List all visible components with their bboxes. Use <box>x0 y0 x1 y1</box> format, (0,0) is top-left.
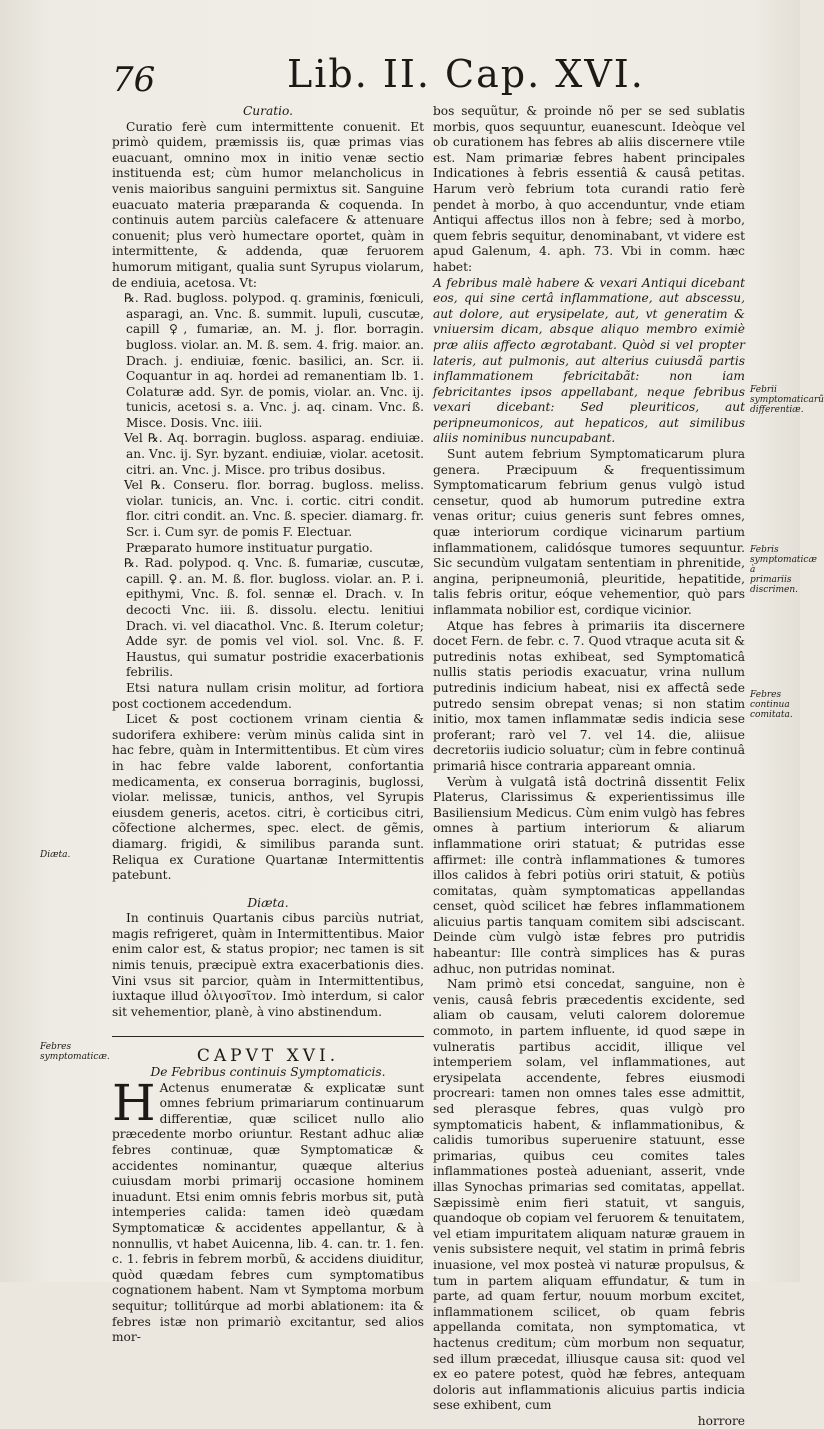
left-column <box>112 104 424 1346</box>
paragraph: In continuis Quartanis cibus parciùs nutriat, magis refrigeret, quàm in Intermittentibus. Maior enim calor est, & status propior; nec tamen is sit nimis tenuis, præcipuè extra exacerbationis dies. Vini vsus sit parcior, quàm in Intermittentibus, iuxtaque illud ὀλιγοσῖτον. Imò interdum, si calor sit vehementior, planè, à vino abstinendum. <box>112 911 424 1019</box>
margin-note: Febrii symptomaticarũ differentiæ. <box>750 385 824 415</box>
drop-capital: H <box>112 1073 156 1132</box>
paragraph-text: Actenus enumeratæ & explicatæ sunt omnes febrium primariarum continuarum differentiæ, quæ scilicet nullo alio præcedente morbo oriuntur. Restant adhuc aliæ febres continuæ, quæ Symptomaticæ & accidentes nominantur, quæque alterius cuiusdam morbi primarij occasione hominem inuadunt. Etsi enim omnis febris morbus sit, putà intemperies calida: tamen ideò quædam Symptomaticæ & accidentes appellantur, & à nonnullis, vt habet Auicenna, lib. 4. can. tr. 1. fen. c. 1. febris in febrem morbũ, & accidens diuiditur, quòd quædam febres cum symptomatibus cognationem habent. Nam vt Symptoma morbum sequitur; tollitúrque ad morbi ablationem: ita & febres istæ non primariò excitantur, sed alios mor- <box>112 1080 424 1345</box>
chapter-title: CAPVT XVI. <box>196 1046 340 1067</box>
paragraph: Sunt autem febrium Symptomaticarum plura genera. Præcipuum & frequentissimum Symptomaticarum febrium genus vulgò istud censetur, quod ab humorum putredine extra venas oritur; cuius generis sunt febres omnes, quæ interiorum cordique vicinarum partium inflammationem, calidósque tumores sequuntur. Sic secundùm vulgatam sententiam in phrenitide, angina, peripneumoniâ, pleuritide, hepatitide, talis febris oritur, eóque vehementior, quò pars inflammata nobilior est, cordique vicinior. <box>433 447 745 617</box>
paragraph: bos sequũtur, & proinde nõ per se sed sublatis morbis, quos sequuntur, euanescunt. Ideòque vel ob curationem has febres ab aliis discernere vtile est. Nam primariæ febres habent principales Indicationes à febris essentiâ & causâ petitas. Harum verò febrium tota curandi ratio ferè pendet à morbo, à quo accenduntur, vnde etiam Antiqui affectus illos non à febre; sed à morbo, quem febris sequitur, denominabant, vt videre est apud Galenum, 4. aph. 73. Vbi in comm. hæc habet: <box>433 104 745 274</box>
page-number: 76 <box>112 60 156 100</box>
recipe-paragraph: ℞. Rad. polypod. q. Vnc. ß. fumariæ, cuscutæ, capill. ♀. an. M. ß. flor. bugloss. violar. an. P. i. epithymi, Vnc. ß. fol. sennæ el. Drach. v. In decocti Vnc. iii. ß. dissolu. electu. lenitiui Drach. vi. vel diacathol. Vnc. ß. Iterum coletur; Adde syr. de pomis vel viol. sol. Vnc. ß. F. Haustus, qui sumatur postridie exacerbationis febrilis. <box>124 556 424 680</box>
paragraph: Curatio ferè cum intermittente conuenit. Et primò quidem, præmissis iis, quæ primas vias euacuant, omnino mox in initio venæ sectio instituenda est; cùm humor melancholicus in venis maioribus sanguini permixtus sit. Sanguine euacuato materia præparanda & coquenda. In continuis autem parciùs calefacere & attenuare conuenit; plus verò humectare oportet, quàm in intermittente, & addenda, quæ feruorem humorum mitigant, qualia sunt Syrupus violarum, de endiuia, acetosa. Vt: <box>112 119 424 290</box>
paragraph: Nam primò etsi concedat, sanguine, non è venis, causâ febris præcedentis excidente, sed aliam ob causam, veluti calorem doloremue commoto, in partem influente, id quod sæpe in vulneratis partibus accidit, illique vel intemperiem solam, vel inflammationes, aut erysipelata accendente, febres eiusmodi procreari: tamen non omnes tales esse admittit, sed plerasque febres, quas vulgò pro symptomaticis habent, & inflammationibus, & calidis tumoribus superuenire statuunt, esse primarias, quibus ceu comites tales inflammationes posteà adueniant, asserit, vnde illas Synochas primarias sed comitatas, appellat. Sæpissimè enim fieri statuit, vt sanguis, quandoque ob copiam vel feruorem & tenuitatem, vel etiam impuritatem aliquam naturæ grauem in venis subsistere nequit, vel statim in primâ febris inuasione, vel mox posteà vi naturæ propulsus, & tum in partem aliquam effundatur, & tum in parte, ad quam fertur, nouum morbum excitet, inflammationem scilicet, ob quam febris appellanda comitata, non symptomatica, vt hactenus creditum; cùm morbum non sequatur, sed illum præcedat, illiusque causa sit: quod vel ex eo patere potest, quòd hæ febres, antequam doloris aut inflammationis alicuius partis indicia sese exhibent, cum <box>433 977 745 1413</box>
catchword: horrore <box>697 1413 745 1428</box>
recipe-paragraph: ℞. Rad. bugloss. polypod. q. graminis, fœniculi, asparagi, an. Vnc. ß. summit. lupuli, cuscutæ, capill ♀, fumariæ, an. M. j. flor. borragin. bugloss. violar. an. M. ß. sem. 4. frig. maior. an. Drach. j. endiuiæ, fœnic. basilici, an. Scr. ii. Coquantur in aq. hordei ad remanentiam lb. 1. Colaturæ add. Syr. de pomis, violar. an. Vnc. ij. tunicis, acetosi s. a. Vnc. j. aq. cinam. Vnc. ß. Misce. Dosis. Vnc. iiii. <box>124 291 424 430</box>
margin-note: Diæta. <box>40 850 71 860</box>
recipe-paragraph: Vel ℞. Conseru. flor. borrag. bugloss. meliss. violar. tunicis, an. Vnc. i. cortic. citri condit. flor. citri condit. an. Vnc. ß. specier. diamarg. fr. Scr. i. Cum syr. de pomis F. Electuar. <box>124 478 424 540</box>
section-heading-diaeta: Diæta. <box>247 895 289 910</box>
paragraph: Etsi natura nullam crisin molitur, ad fortiora post coctionem accedendum. <box>112 680 424 711</box>
margin-note: Febres continua comitata. <box>750 690 793 720</box>
margin-note: Febris symptomaticæ à primariis discrimen. <box>750 545 817 595</box>
margin-note: Febres symptomaticæ. <box>40 1042 110 1062</box>
running-title: Lib. II. Cap. XVI. <box>287 52 645 96</box>
paragraph: Præparato humore instituatur purgatio. <box>126 540 373 555</box>
paragraph: Atque has febres à primariis ita discernere docet Fern. de febr. c. 7. Quod vtraque acuta sit & putredinis notas exhibeat, sed Symptomaticâ nullis statis periodis exacuatur, vrina nullum putredinis indicium habeat, nisi ex affectâ sede putredo sensim obrepat venas; si non statim initio, mox tamen inflammatæ sedis indicia sese proferant; rarò vel 7. vel 14. die, aliisue decretoriis iudicio soluatur; cùm in febre continuâ primariâ hisce contraria appareant omnia. <box>433 618 745 773</box>
section-heading-curatio: Curatio. <box>242 104 294 118</box>
right-column <box>433 104 745 1429</box>
paragraph: Verùm à vulgatâ istâ doctrinâ dissentit Felix Platerus, Clarissimus & experientissimus ille Basiliensium Medicus. Cùm enim vulgò has febres omnes à partium interiorum & aliarum inflammatione oriri statuat; & putridas esse affirmet: ille contrà inflammationes & tumores illos calidos à febri potiùs oriri statuit, & potiùs comitatas, quàm symptomaticas appellandas censet, quòd scilicet hæ febres inflammationem alicuius partis tanquam comitem sibi adsciscant. Deinde cùm vulgò istæ febres pro putridis habeantur: Ille contrà simplices has & puras adhuc, non putridas nominat. <box>433 774 745 976</box>
chapter-subtitle: De Febribus continuis Symptomaticis. <box>150 1065 386 1080</box>
quotation: A febribus malè habere & vexari Antiqui dicebant eos, qui sine certâ inflammatione, aut abscessu, aut dolore, aut erysipelate, aut, vt generatim & vniuersim dicam, absque aliquo membro eximiè præ aliis affecto ægrotabant. Quòd si vel propter lateris, aut pulmonis, aut alterius cuiusdã partis inflammationem febricitabãt: non iam febricitantes ipsos appellabant, neque febribus vexari dicebant: Sed pleuriticos, aut peripneumonicos, aut hepaticos, aut similibus aliis nominibus nuncupabant. <box>433 275 745 446</box>
page-header <box>112 50 740 100</box>
recipe-paragraph: Vel ℞. Aq. borragin. bugloss. asparag. endiuiæ. an. Vnc. ij. Syr. byzant. endiuiæ, violar. acetosit. citri. an. Vnc. j. Misce. pro tribus dosibus. <box>124 431 424 477</box>
paragraph: Licet & post coctionem vrinam cientia & sudorifera exhibere: verùm minùs calida sint in hac febre, quàm in Intermittentibus. Et cùm vires in hac febre valde laborent, confortantia medicamenta, ex conserua borraginis, buglossi, violar. melissæ, tunicis, anthos, vel Syrupis eiusdem generis, acetos. citri, è corticibus citri, cõfectione alchermes, spec. elect. de gẽmis, diamarg. frigidi, & similibus paranda sunt. Reliqua ex Curatione Quartanæ Intermittentis patebunt. <box>112 712 424 883</box>
chapter-divider <box>112 1036 424 1037</box>
chapter-opening-paragraph <box>112 1073 424 1346</box>
